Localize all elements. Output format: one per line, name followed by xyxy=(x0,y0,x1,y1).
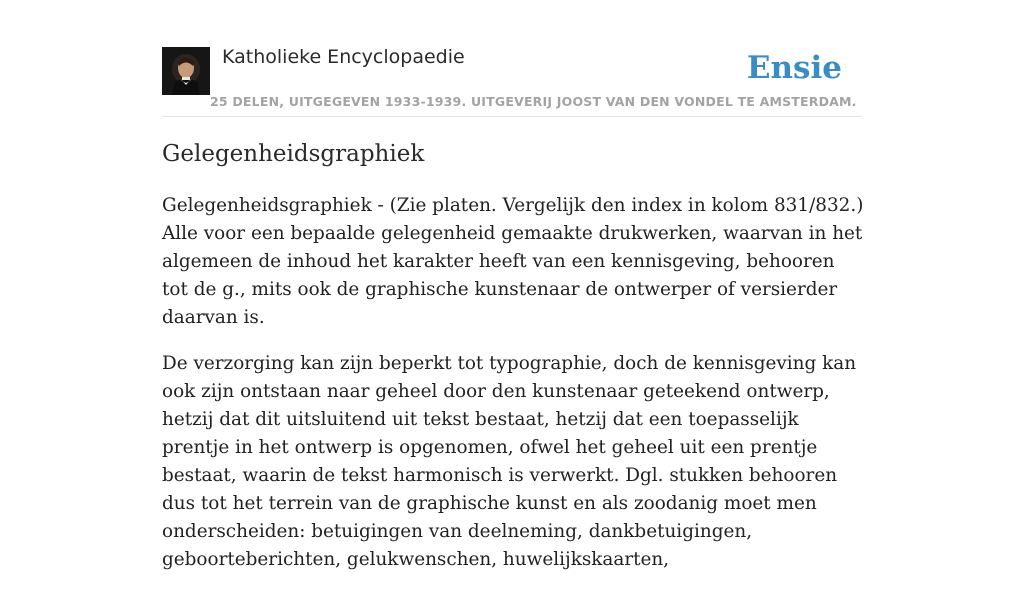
article-paragraph: Gelegenheidsgraphiek - (Zie platen. Vergelijk den index in kolom 831/832.) Alle voor een bepaalde gelegenheid gemaakte drukwerken, waarvan in het algemeen de inhoud het karakter heeft van een kennisgeving, behooren tot de g., mits ook de graphische kunstenaar de ontwerper of versierder daarvan is. xyxy=(162,195,864,328)
article-title: Gelegenheidsgraphiek xyxy=(162,141,425,167)
article xyxy=(162,138,864,592)
portrait-avatar-icon[interactable] xyxy=(162,47,210,95)
article-paragraph: De verzorging kan zijn beperkt tot typographie, doch de kennisgeving kan ook zijn ontstaan naar geheel door den kunstenaar geteekend ontwerp, hetzij dat dit uitsluitend uit tekst bestaat, hetzij dat een toepasselijk prentje in het ontwerp is opgenomen, ofwel het geheel uit een prentje bestaat, waarin de tekst harmonisch is verwerkt. Dgl. stukken behooren dus tot het terrein van de graphische kunst en als zoodanig moet men onderscheiden: betuigingen van deelneming, dankbetuigingen, geboorteberichten, gelukwenschen, huwelijkskaarten, xyxy=(162,353,857,570)
publication-title[interactable]: Katholieke Encyclopaedie xyxy=(222,46,465,68)
publication-subtitle: 25 DELEN, UITGEGEVEN 1933-1939. UITGEVERIJ JOOST VAN DEN VONDEL TE AMSTERDAM. xyxy=(210,94,857,109)
ensie-logo-link[interactable]: Ensie xyxy=(746,50,842,86)
publication-header xyxy=(162,44,862,117)
